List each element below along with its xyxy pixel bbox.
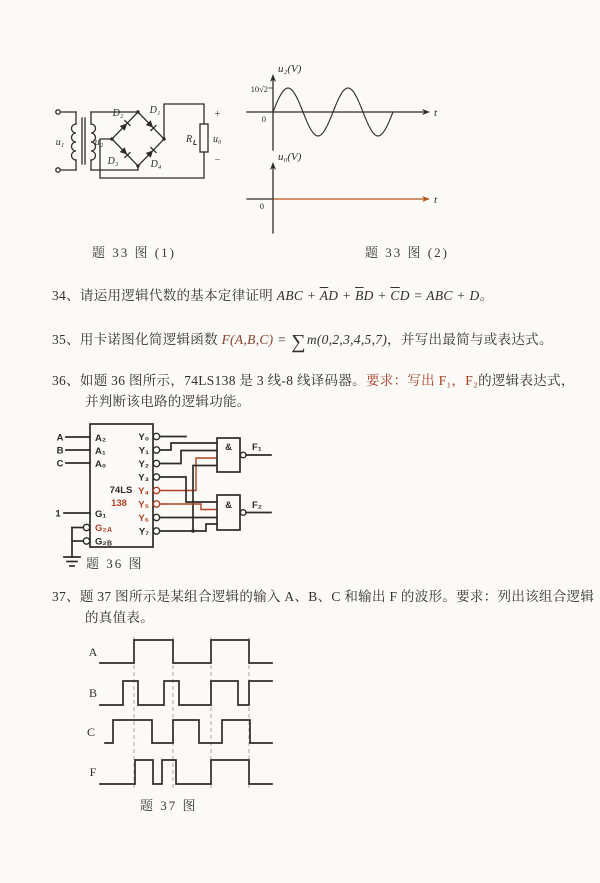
waveform-label-b: B — [88, 686, 98, 700]
and-symbol-f2: & — [225, 500, 232, 511]
question-37-line2: 的真值表。 — [85, 610, 154, 625]
q35-minterms: m(0,2,3,4,5,7) — [306, 332, 388, 347]
u2-peak-label: 10√2 — [250, 84, 268, 94]
waveform-f — [100, 760, 272, 784]
svg-text:Y₅: Y₅ — [138, 499, 149, 511]
svg-text:Y₄: Y₄ — [138, 486, 149, 497]
address-inputs — [57, 433, 107, 471]
q36-number: 36、 — [52, 373, 80, 388]
transformer — [56, 112, 104, 170]
q37-number: 37、 — [52, 589, 80, 604]
q35-number: 35、 — [52, 332, 80, 347]
q36-text2: 的逻辑表达式， — [478, 373, 575, 388]
q34-text: 请运用逻辑代数的基本定律证明 — [79, 288, 277, 303]
svg-text:Y₁: Y₁ — [138, 445, 149, 457]
uo-t-label: t — [434, 194, 438, 206]
output-pins — [138, 432, 160, 538]
question-35: 35、用卡诺图化简逻辑函数 F(A,B,C) = ∑m(0,2,3,4,5,7)，并写出最简与或表达式。 — [52, 331, 553, 353]
uo-plot — [247, 151, 438, 233]
caption-fig36: 题 36 图 — [86, 556, 144, 571]
question-36-line1 — [52, 369, 575, 389]
ground-symbol — [64, 557, 80, 566]
u1-label: u₁ — [55, 137, 65, 148]
figure-37-timing-diagram — [50, 632, 295, 797]
svg-text:Y₇: Y₇ — [138, 526, 149, 538]
u2-plot — [247, 63, 438, 150]
minus-label: − — [214, 155, 221, 166]
svg-text:1: 1 — [55, 508, 61, 520]
waveform-label-c: C — [86, 725, 96, 739]
output-wiring — [160, 437, 217, 533]
figure-36-decoder-circuit — [50, 418, 280, 570]
uo-label: u₀ — [213, 134, 222, 145]
nand-gate-f1 — [217, 438, 271, 472]
caption-fig33-2: 题 33 图 (2) — [365, 245, 449, 260]
q36-text1: 如题 36 图所示，74LS138 是 3 线-8 线译码器。 — [79, 373, 366, 388]
figure-33-1-bridge-rectifier — [48, 88, 223, 188]
rl-sub-label: L — [193, 140, 198, 147]
svg-text:A: A — [107, 527, 113, 534]
u2-t-label: t — [434, 107, 438, 119]
d2-label: D₂ — [112, 108, 124, 119]
plus-label: + — [214, 109, 221, 120]
waveform-c — [105, 720, 272, 743]
u2-axis-label: u₂(V) — [278, 63, 302, 75]
uo-axis-label: u₀(V) — [278, 151, 302, 163]
q35-post: ，并写出最简与或表达式。 — [387, 332, 553, 347]
rl-label: R — [186, 134, 193, 145]
svg-text:Y₆: Y₆ — [138, 513, 149, 524]
q35-text: 用卡诺图化简逻辑函数 — [79, 332, 222, 347]
svg-text:A₁: A₁ — [95, 446, 106, 457]
svg-text:B: B — [56, 445, 64, 457]
question-37-line1: 37、题 37 图所示是某组合逻辑的输入 A、B、C 和输出 F 的波形。要求：列出该组合逻辑 — [52, 589, 595, 604]
svg-text:B: B — [107, 540, 113, 548]
q34-number: 34、 — [52, 288, 80, 303]
q34-formula: ABC + $\overline{A}D + \overline{B}D + \overline{C}D$ = ABC + D。 — [276, 288, 494, 303]
and-symbol-f1: & — [225, 442, 232, 453]
svg-text:A: A — [56, 432, 64, 444]
fig37-gridlines — [134, 637, 249, 789]
q35-function: F(A,B,C) — [221, 332, 274, 347]
question-34 — [52, 284, 493, 304]
f1-label: F₁ — [252, 442, 262, 453]
svg-text:A₂: A₂ — [95, 433, 107, 444]
waveform-b — [100, 681, 272, 705]
waveform-label-a: A — [88, 645, 98, 659]
svg-text:Y₀: Y₀ — [138, 432, 149, 443]
caption-fig37: 题 37 图 — [140, 798, 198, 813]
uo-origin-label: 0 — [259, 201, 264, 211]
waveform-a — [100, 640, 272, 663]
f2-label: F₂ — [252, 500, 263, 511]
u2-origin-label: 0 — [261, 114, 266, 124]
svg-text:G₂: G₂ — [95, 523, 107, 534]
svg-text:Y₂: Y₂ — [138, 459, 149, 470]
svg-text:G₁: G₁ — [95, 509, 107, 520]
q36-red-requirement: 要求：写出 F₁，F₂ — [365, 373, 479, 388]
chip-name-line2: 138 — [111, 498, 127, 509]
d3-label: D₃ — [107, 156, 119, 167]
svg-text:Y₃: Y₃ — [138, 472, 149, 484]
sigma-symbol: ∑ — [291, 331, 306, 353]
d4-label: D₄ — [150, 159, 162, 170]
u2-label: u₂ — [94, 137, 104, 148]
waveform-label-f: F — [89, 765, 97, 779]
nand-gate-f2 — [217, 495, 271, 530]
svg-text:G₂: G₂ — [95, 536, 107, 548]
svg-text:C: C — [56, 458, 64, 470]
question-36-line2: 并判断该电路的逻辑功能。 — [85, 394, 251, 409]
figure-33-2-waveforms — [235, 58, 450, 240]
caption-fig33-1: 题 33 图 (1) — [92, 245, 176, 260]
svg-text:A₀: A₀ — [95, 459, 107, 470]
chip-name-line1: 74LS — [109, 485, 133, 496]
d1-label: D₁ — [149, 105, 161, 116]
